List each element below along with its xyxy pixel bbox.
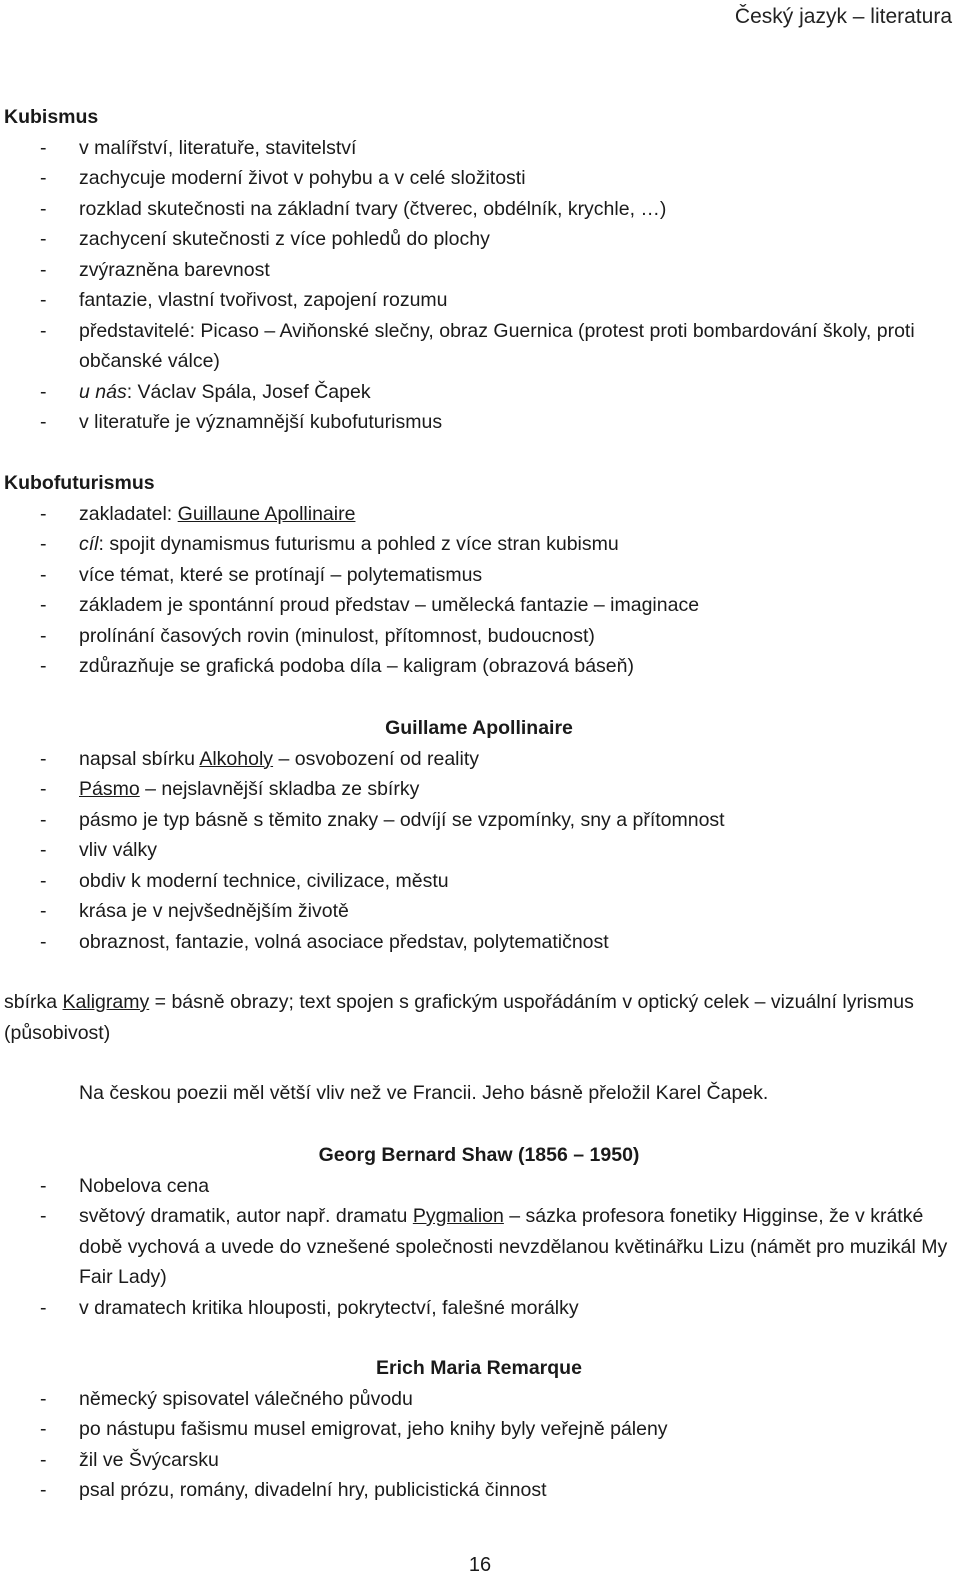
list-item: - v literatuře je významnější kubofuturismus bbox=[4, 407, 954, 438]
list-item bbox=[4, 744, 954, 775]
list-item: - obdiv k moderní technice, civilizace, městu bbox=[4, 866, 954, 897]
section-title: Guillame Apollinaire bbox=[385, 717, 573, 739]
list-item: - po nástupu fašismu musel emigrovat, jeho knihy byly veřejně páleny bbox=[4, 1414, 954, 1445]
list-item: - zvýrazněna barevnost bbox=[4, 255, 954, 286]
section-title: Erich Maria Remarque bbox=[376, 1357, 582, 1379]
page-header: Český jazyk – literatura bbox=[734, 5, 952, 28]
section-kubismus bbox=[4, 102, 954, 438]
section-shaw bbox=[4, 1140, 954, 1323]
list-item: - více témat, které se protínají – polytematismus bbox=[4, 560, 954, 591]
list-item-text: napsal sbírku bbox=[79, 747, 200, 770]
list-item: - Nobelova cena bbox=[4, 1171, 954, 1202]
work-title: Pygmalion bbox=[412, 1205, 504, 1227]
section-remarque bbox=[4, 1353, 954, 1506]
paragraph: Na českou poezii měl větší vliv než ve Francii. Jeho básně přeložil Karel Čapek. bbox=[79, 1082, 769, 1104]
list-item: - fantazie, vlastní tvořivost, zapojení rozumu bbox=[4, 285, 954, 316]
list-item: - představitelé: Picaso – Aviňonské slečny, obraz Guernica (protest proti bombardování školy, proti občanské válce) bbox=[4, 316, 954, 377]
list-item-text: : Václav Spála, Josef Čapek bbox=[126, 380, 371, 403]
kubismus-list bbox=[4, 133, 954, 438]
work-title: Kaligramy bbox=[62, 991, 150, 1013]
paragraph-text: = básně obrazy; text spojen s grafickým uspořádáním v optický celek – vizuální lyrismus (působivost) bbox=[4, 991, 914, 1044]
kubofuturismus-list bbox=[4, 499, 954, 682]
list-item: - v dramatech kritika hlouposti, pokrytectví, falešné morálky bbox=[4, 1293, 954, 1324]
list-item: - základem je spontánní proud představ – umělecká fantazie – imaginace bbox=[4, 590, 954, 621]
list-item: - psal prózu, romány, divadelní hry, publicistická činnost bbox=[4, 1475, 954, 1506]
paragraph-text: sbírka bbox=[4, 991, 63, 1013]
list-item: - zachycuje moderní život v pohybu a v celé složitosti bbox=[4, 163, 954, 194]
section-apollinaire bbox=[4, 713, 954, 957]
list-item-label: zakladatel: bbox=[79, 502, 178, 525]
list-item: - zachycení skutečnosti z více pohledů do plochy bbox=[4, 224, 954, 255]
section-title: Kubofuturismus bbox=[4, 472, 155, 494]
work-title: Pásmo bbox=[79, 778, 140, 800]
emphasis: cíl bbox=[79, 533, 99, 555]
list-item: - obraznost, fantazie, volná asociace představ, polytematičnost bbox=[4, 927, 954, 958]
paragraph bbox=[4, 987, 954, 1048]
section-kubofuturismus bbox=[4, 468, 954, 682]
list-item-text: světový dramatik, autor např. dramatu bbox=[79, 1205, 413, 1227]
list-item: - rozklad skutečnosti na základní tvary (čtverec, obdélník, krychle, …) bbox=[4, 194, 954, 225]
list-item bbox=[4, 499, 954, 530]
remarque-list bbox=[4, 1384, 954, 1506]
underlined-name: Guillaune Apollinaire bbox=[177, 502, 356, 525]
emphasis: u nás bbox=[79, 380, 127, 403]
note-paragraph bbox=[79, 1078, 949, 1109]
list-item-text: – osvobození od reality bbox=[273, 747, 480, 770]
kaligramy-paragraph bbox=[4, 987, 954, 1048]
list-item: - žil ve Švýcarsku bbox=[4, 1445, 954, 1476]
shaw-list bbox=[4, 1171, 954, 1324]
list-item: - v malířství, literatuře, stavitelství bbox=[4, 133, 954, 164]
list-item bbox=[4, 1201, 954, 1293]
list-item bbox=[4, 377, 954, 408]
list-item: - zdůrazňuje se grafická podoba díla – kaligram (obrazová báseň) bbox=[4, 651, 954, 682]
list-item bbox=[4, 529, 954, 560]
list-item: - vliv války bbox=[4, 835, 954, 866]
list-item-text: – nejslavnější skladba ze sbírky bbox=[139, 778, 420, 800]
list-item-text: : spojit dynamismus futurismu a pohled z více stran kubismu bbox=[98, 533, 619, 555]
list-item: - pásmo je typ básně s těmito znaky – odvíjí se vzpomínky, sny a přítomnost bbox=[4, 805, 954, 836]
list-item bbox=[4, 774, 954, 805]
list-item: - prolínání časových rovin (minulost, přítomnost, budoucnost) bbox=[4, 621, 954, 652]
list-item: - krása je v nejvšednějším životě bbox=[4, 896, 954, 927]
section-title: Georg Bernard Shaw (1856 – 1950) bbox=[318, 1144, 640, 1166]
apollinaire-list bbox=[4, 744, 954, 958]
list-item: - německý spisovatel válečného původu bbox=[4, 1384, 954, 1415]
work-title: Alkoholy bbox=[199, 747, 274, 770]
section-title: Kubismus bbox=[4, 106, 99, 128]
page-number: 16 bbox=[468, 1554, 492, 1576]
list-item-text: – sázka profesora fonetiky Higginse, že v krátké době vychová a uvede do vznešené společnosti nevzdělanou květinářku Lizu (námět pro muzikál My Fair Lady) bbox=[79, 1205, 948, 1288]
